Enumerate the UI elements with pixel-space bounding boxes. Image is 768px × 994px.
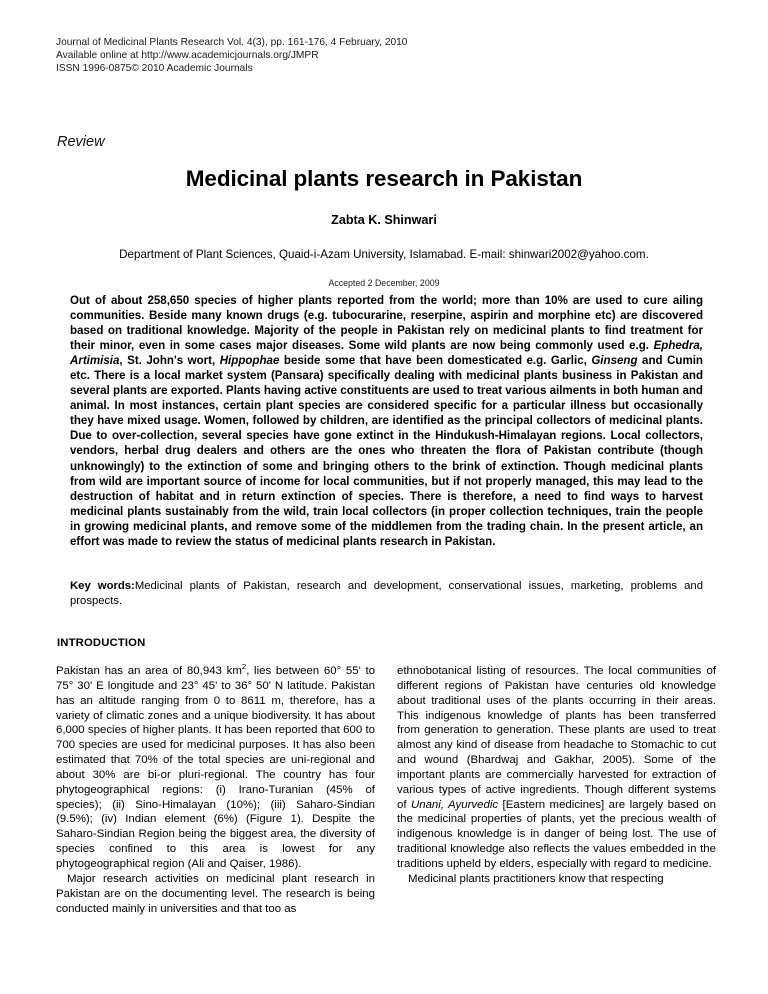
intro-paragraph-4: Medicinal plants practitioners know that respecting bbox=[408, 872, 664, 885]
journal-masthead bbox=[56, 36, 407, 76]
abstract-text bbox=[70, 294, 703, 550]
abstract-italic-species-3: Ginseng bbox=[591, 355, 638, 368]
abstract-segment-1: Out of about 258,650 species of higher plants reported from the world; more than 10% are used to cure ailing communities. Beside many known drugs (e.g. tubocurarine, reserpine, aspirin and morphine etc) are discovered based on traditional knowledge. Majority of the people in Pakistan rely on medicinal plants to find treatment for their minor, even in some cases major diseases. Some wild plants are now being commonly used e.g. bbox=[70, 295, 703, 353]
intro-p1-segment-b: , lies between 60° 55' to 75° 30' E longitude and 23° 45' to 36° 50' N latitude. Pakistan has an altitude ranging from 0 to 8611 m, therefore, has a variety of climatic zones and a unique biodiversity. It has about 6,000 species of higher plants. It has been reported that 600 to 700 species are used for medicinal purposes. It has also been estimated that 70% of the total species are uni-regional and about 30% are bi-or pluri-regional. The country has four phytogeographical regions: (i) Irano-Turanian (45% of species); (ii) Sino-Himalayan (10%); (iii) Saharo-Sindian (9.5%); (iv) Indian element (6%) (Figure 1). Despite the Saharo-Sindian Region being the biggest area, the diversity of species confined to this area is lowest for any phytogeographical region (Ali and Qaiser, 1986). bbox=[56, 665, 375, 870]
keywords-block bbox=[70, 579, 703, 608]
author-list: Zabta K. Shinwari bbox=[331, 213, 437, 227]
intro-paragraph-1 bbox=[56, 664, 375, 872]
body-column-right bbox=[397, 664, 716, 887]
abstract-segment-4: and Cumin etc. There is a local market system (Pansara) specifically dealing with medicinal plants business in Pakistan and several plants are exported. Plants having active constituents are used to treat various ailments in both human and animal. In most instances, certain plant species are considered specific for a particular illness but occasionally they have mixed usage. Women, followed by children, are identified as the principal collectors of medicinal plants. Due to over-collection, several species have gone extinct in the Hindukush-Himalayan regions. Local collectors, vendors, herbal drug dealers and others are the ones who threaten the flora of Pakistan contribute (though unknowingly) to the extinction of some and bringing others to the brink of extinction. Though medicinal plants from wild are important source of income for local communities, but if not properly managed, this may lead to the destruction of habitat and in return extinction of species. There is therefore, a need to find ways to harvest medicinal plants sustainably from the wild, train local collectors (in proper collection techniques, train the people in growing medicinal plants, and remove some of the middlemen from the trading chain. In the present article, an effort was made to review the status of medicinal plants research in Pakistan. bbox=[70, 355, 703, 548]
intro-italic-medicine-systems: Unani, Ayurvedic bbox=[410, 798, 499, 811]
page-title: Medicinal plants research in Pakistan bbox=[185, 166, 583, 191]
accepted-date: Accepted 2 December, 2009 bbox=[328, 278, 440, 288]
intro-p3-segment-b: [Eastern medicines] are largely based on the medicinal properties of plants, yet the precious wealth of indigenous knowledge is in danger of being lost. The use of traditional knowledge also reflects the values embedded in the traditions upheld by elders, especially with regard to medicine. bbox=[397, 798, 716, 870]
journal-citation-line: Journal of Medicinal Plants Research Vol. 4(3), pp. 161-176, 4 February, 2010 bbox=[56, 37, 408, 48]
article-type-label: Review bbox=[57, 134, 105, 150]
area-unit-superscript: 2 bbox=[241, 662, 247, 672]
abstract-italic-species-1: Ephedra, Artimisia bbox=[70, 340, 703, 368]
author-affiliation: Department of Plant Sciences, Quaid-i-Azam University, Islamabad. E-mail: shinwari2002@yahoo.com. bbox=[119, 248, 649, 261]
intro-p3-segment-a: ethnobotanical listing of resources. The local communities of different regions of Pakistan have centuries old knowledge about traditional uses of the plants occurring in their areas. This indigenous knowledge of plants has been transferred from generation to generation. These plants are used to treat almost any kind of disease from headache to Stomachic to cut and wound (Bhardwaj and Gakhar, 2005). Some of the important plants are commercially harvested for extraction of various types of active ingredients. Though different systems of bbox=[397, 665, 716, 811]
abstract-segment-3: beside some that have been domesticated e.g. Garlic, bbox=[279, 355, 592, 368]
keywords-text: Medicinal plants of Pakistan, research and development, conservational issues, marketing, problems and prospects. bbox=[70, 580, 703, 607]
intro-paragraph-2: Major research activities on medicinal plant research in Pakistan are on the documenting level. The research is being conducted mainly in universities and that too as bbox=[56, 872, 375, 915]
journal-url-line: Available online at http://www.academicjournals.org/JMPR bbox=[56, 50, 319, 62]
abstract-italic-species-2: Hippophae bbox=[219, 355, 280, 368]
journal-issn-line: ISSN 1996-0875© 2010 Academic Journals bbox=[56, 63, 253, 75]
title-block bbox=[56, 165, 712, 288]
intro-p1-segment-a: Pakistan has an area of 80,943 km bbox=[56, 665, 242, 677]
abstract-segment-2: , St. John's wort, bbox=[119, 355, 220, 368]
intro-paragraph-3 bbox=[397, 664, 716, 872]
body-column-left bbox=[56, 664, 375, 916]
section-heading-introduction: INTRODUCTION bbox=[57, 637, 146, 649]
keywords-label: Key words: bbox=[70, 580, 135, 592]
